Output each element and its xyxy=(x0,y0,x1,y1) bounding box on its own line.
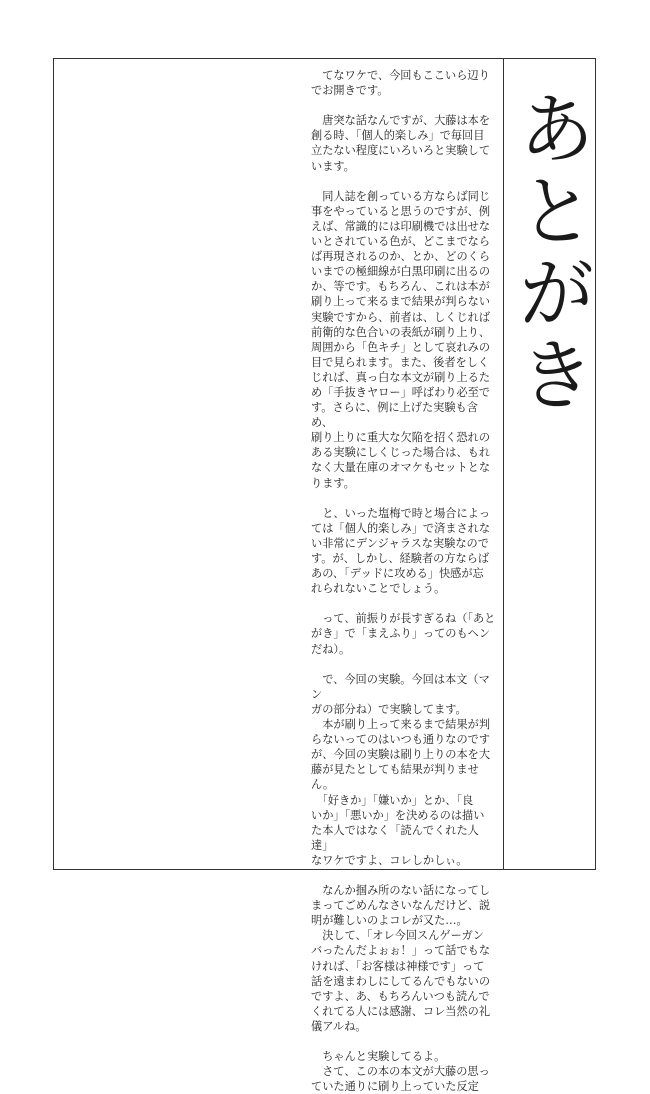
paragraph: 唐突な話なんですが、大藤は本を 創る時、「個人的楽しみ」で毎回目 立たない程度にいろいろと実験して います。 xyxy=(311,114,491,173)
afterword-body xyxy=(311,68,497,1094)
page-title: あとがき xyxy=(505,88,595,416)
paragraph: てなワケで、今回もここいら辺り でお開きです。 xyxy=(311,69,490,98)
paragraph: ちゃんと実験してるよ。 さて、この本の本文が大藤の思っ ていた通りに刷り上っていた反定 xyxy=(311,1050,490,1094)
paragraph: で、今回の実験。今回は本文（マン ガの部分ね）で実験してます。 本が刷り上って来るまで結果が判 らないってのはいつも通りなのです が、今回の実験は刷り上りの本を大 藤が見たとしても結果が判りません。 「好きか」「嫌いか」とか、「良 いか」「悪いか」を決めるのは描い た本人ではなく「読んでくれた人達」 なワケですよ、コレしかしぃ。 xyxy=(311,672,491,867)
paragraph: なんか掴み所のない話になってし まってごめんなさいなんだけど、説 明が難しいのよコレが又た…。 決して、「オレ今回スんゲーガン バったんだよぉぉ！」って話でもな ければ、「お客様は神様です」って 話を遠まわしにしてるんでもないの ですよ、あ、もちろんいつも読んで くれてる人には感謝、コレ当然の礼 儀アルね。 xyxy=(311,884,491,1033)
paragraph: と、いった塩梅で時と場合によっ ては「個人的楽しみ」で済まされな い非常にデンジャラスな実験なので す。が、しかし、経験者の方ならば あの、「デッドに攻める」快感が忘 れられないことでしょう。 xyxy=(311,506,491,596)
paragraph: って、前振りが長すぎるね（「あと がき」で「まえふり」ってのもヘン だね）。 xyxy=(311,612,496,656)
paragraph: 同人誌を創っている方ならば同じ 事をやっていると思うのですが、例 えば、常識的には印刷機では出せな いとされている色が、どこまでなら ば再現されるのか、とか、どのくら いまでの極細線が白黒印刷に出るの か、等です。もちろん、これは本が 刷り上って来るまで結果が判らない 実験ですから、前者は、しくじれば 前衛的な色合いの表紙が刷り上り、 周囲から「色キチ」として哀れみの 目で見られます。また、後者をしく じれば、真っ白な本文が刷り上るた め「手抜きヤロー」呼ばわり必至で す。さらに、例に上げた実験も含め、 刷り上りに重大な欠陥を招く恐れの ある実験にしくじった場合は、もれ なく大量在庫のオマケもセットとな ります。 xyxy=(311,189,491,490)
